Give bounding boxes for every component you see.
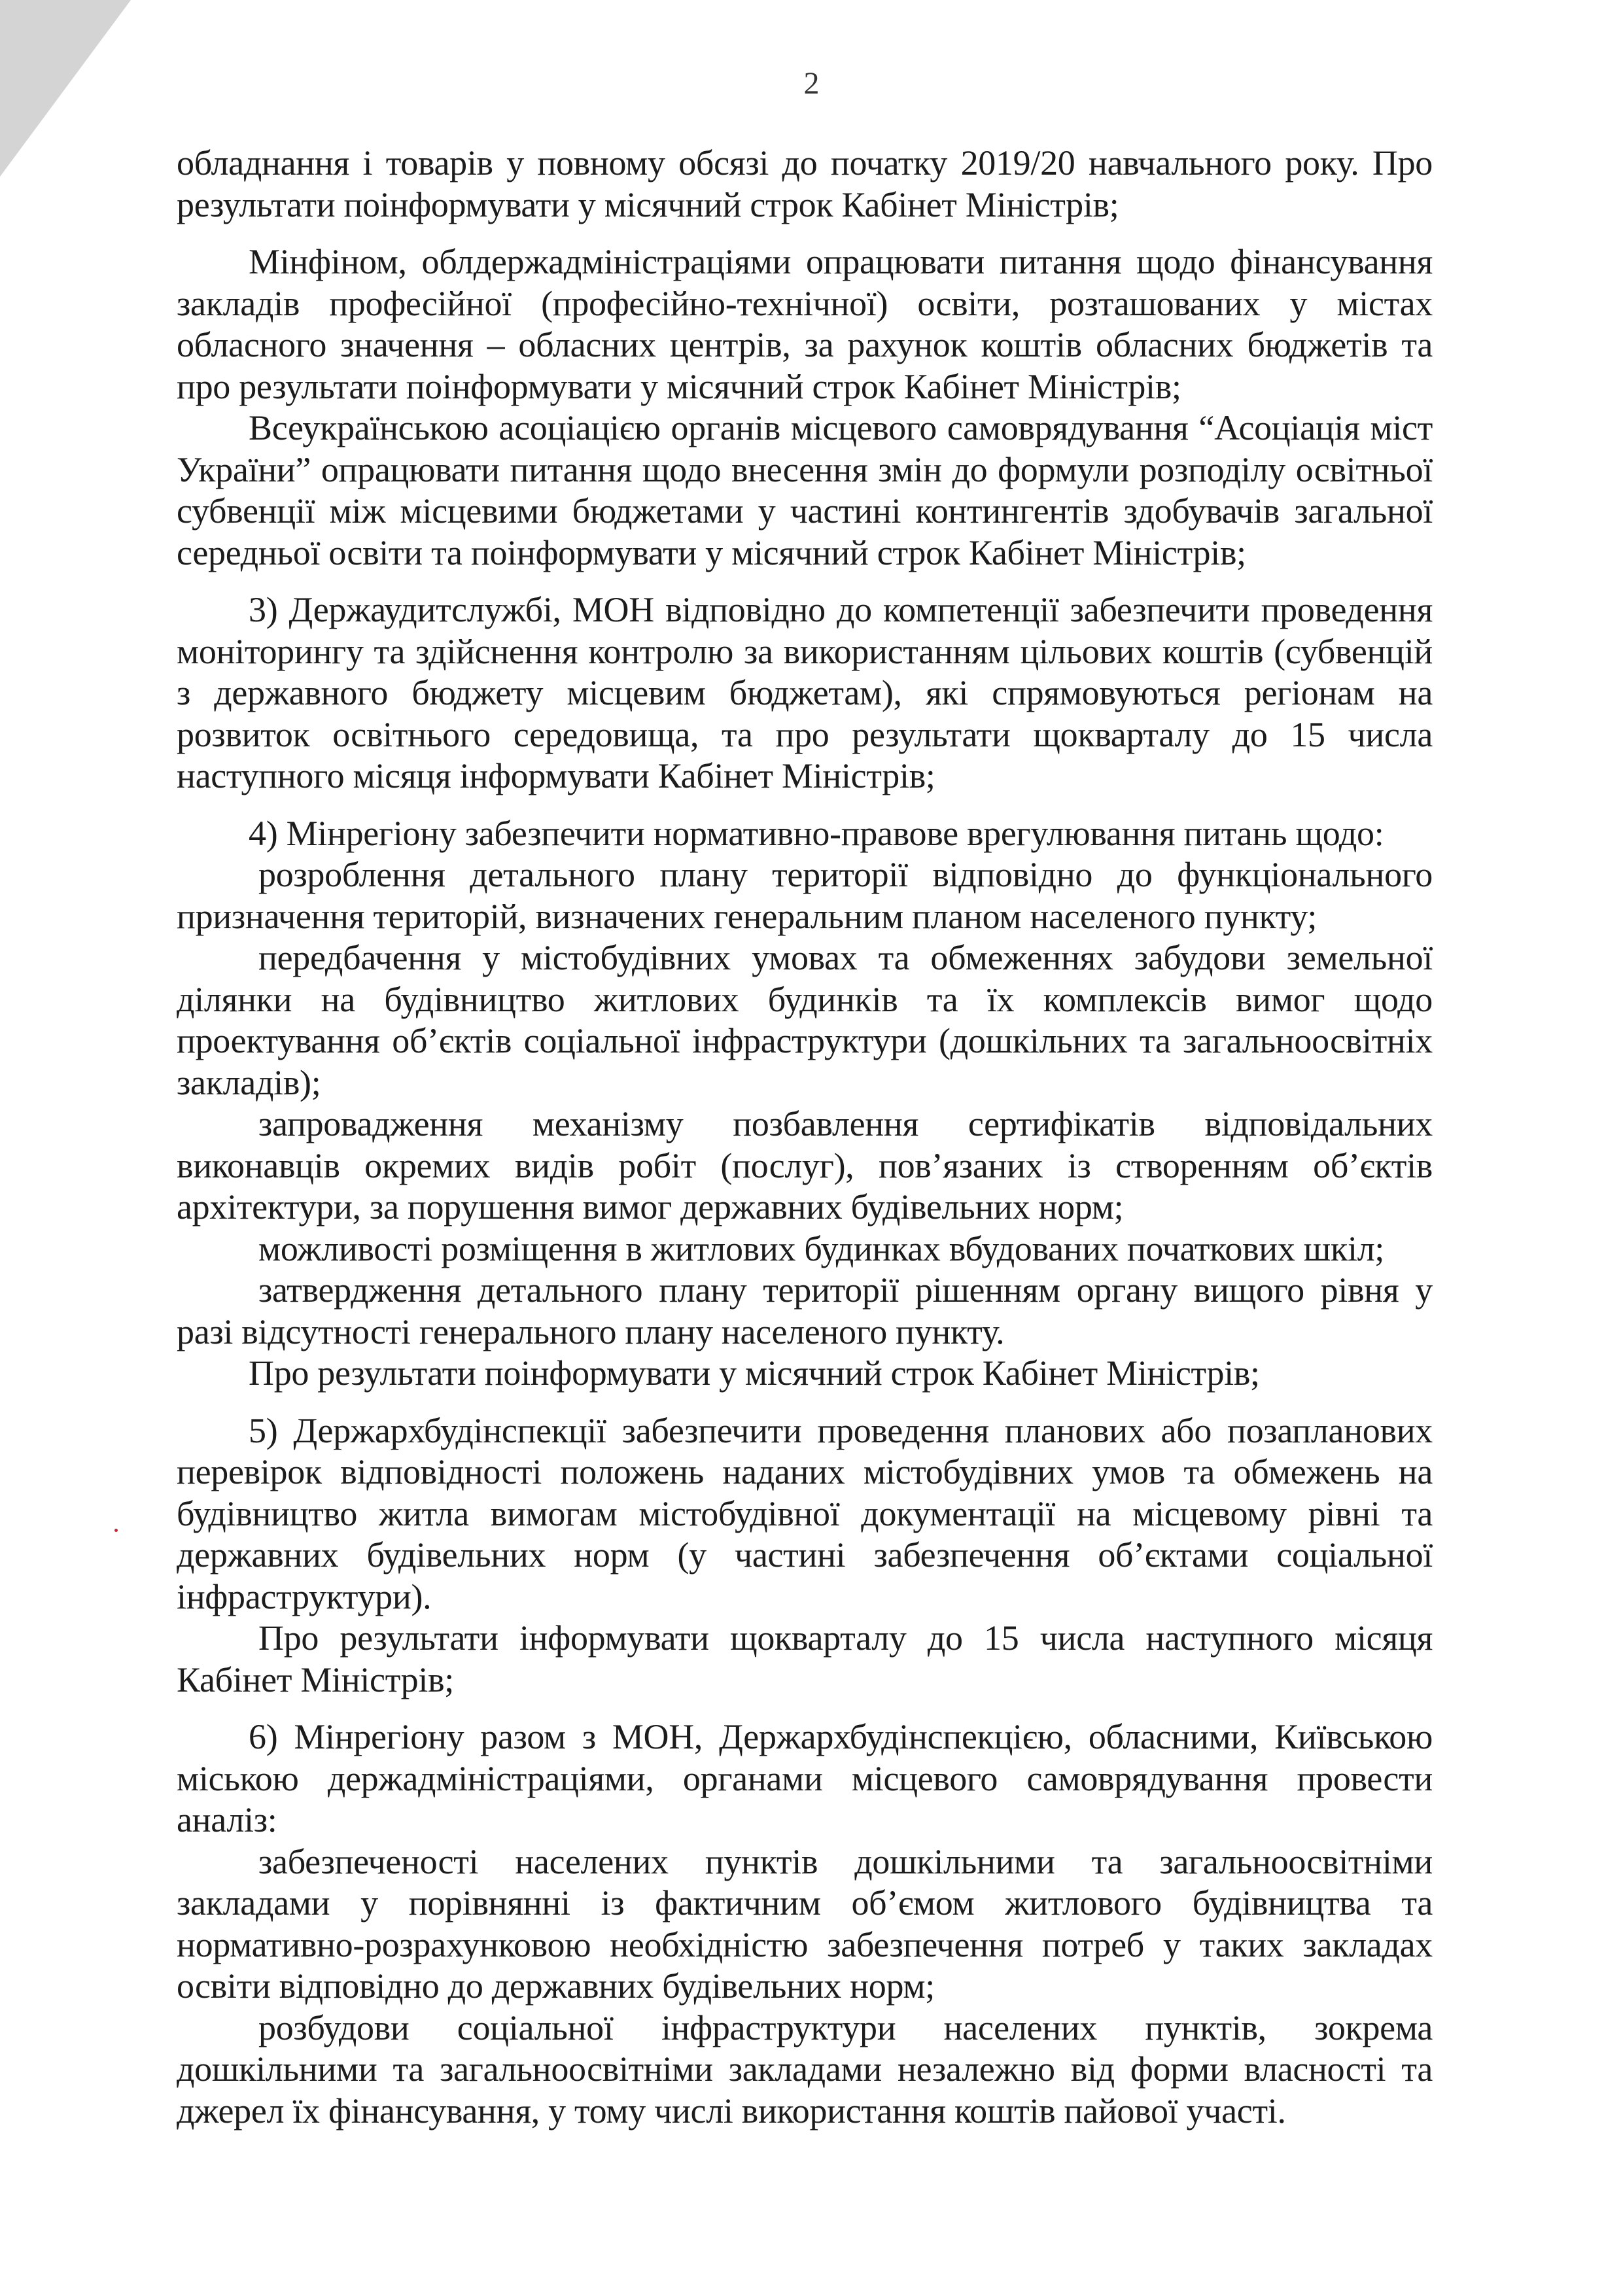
page-number: 2: [803, 66, 820, 101]
paragraph: запровадження механізму позбавлення сертифікатів відповідальних виконавців окремих видів робіт (послуг), пов’язаних із створенням об’єктів архітектури, за порушення вимог державних будівельних норм;: [177, 1104, 1433, 1226]
paragraph: Про результати інформувати щокварталу до 15 числа наступного місяця Кабінет Міністрів;: [177, 1618, 1433, 1699]
document-body: [177, 143, 1433, 2132]
paragraph: затвердження детального плану території рішенням органу вищого рівня у разі відсутності генерального плану населеного пункту.: [177, 1270, 1433, 1351]
paragraph: 4) Мінрегіону забезпечити нормативно-правове врегулювання питань щодо:: [249, 813, 1384, 853]
paragraph: 6) Мінрегіону разом з МОН, Держархбудінспекцією, обласними, Київською міською держадміністраціями, органами місцевого самоврядування провести аналіз:: [177, 1717, 1433, 1839]
paragraph: Про результати поінформувати у місячний строк Кабінет Міністрів;: [249, 1353, 1260, 1393]
paragraph: забезпеченості населених пунктів дошкільними та загальноосвітніми закладами у порівнянні із фактичним об’ємом житлового будівництва та нормативно-розрахунковою необхідністю забезпечення потреб у таких закладах освіти відповідно до державних будівельних норм;: [177, 1841, 1433, 2006]
scan-speck: [114, 1529, 118, 1532]
paragraph: можливості розміщення в житлових будинках вбудованих початкових шкіл;: [258, 1228, 1385, 1268]
paragraph: обладнання і товарів у повному обсязі до початку 2019/20 навчального року. Про результати поінформувати у місячний строк Кабінет Міністрів;: [177, 143, 1433, 224]
paragraph: 5) Держархбудінспекції забезпечити проведення планових або позапланових перевірок відповідності положень наданих містобудівних умов та обмежень на будівництво житла вимогам містобудівної документації на місцевому рівні та державних будівельних норм (у частині забезпечення об’єктами соціальної інфраструктури).: [177, 1410, 1433, 1616]
paragraph: розроблення детального плану території відповідно до функціонального призначення територій, визначених генеральним планом населеного пункту;: [177, 855, 1433, 936]
paragraph: Всеукраїнською асоціацією органів місцевого самоврядування “Асоціація міст України” опрацювати питання щодо внесення змін до формули розподілу освітньої субвенції між місцевими бюджетами у частині контингентів здобувачів загальної середньої освіти та поінформувати у місячний строк Кабінет Міністрів;: [177, 408, 1433, 572]
paragraph: Мінфіном, облдержадміністраціями опрацювати питання щодо фінансування закладів професійної (професійно-технічної) освіти, розташованих у містах обласного значення – обласних центрів, за рахунок коштів обласних бюджетів та про результати поінформувати у місячний строк Кабінет Міністрів;: [177, 242, 1433, 406]
paragraph: передбачення у містобудівних умовах та обмеженнях забудови земельної ділянки на будівництво житлових будинків та їх комплексів вимог щодо проектування об’єктів соціальної інфраструктури (дошкільних та загальноосвітніх закладів);: [177, 938, 1433, 1102]
paragraph: 3) Держаудитслужбі, МОН відповідно до компетенції забезпечити проведення моніторингу та здійснення контролю за використанням цільових коштів (субвенцій з державного бюджету місцевим бюджетам), які спрямовуються регіонам на розвиток освітнього середовища, та про результати щокварталу до 15 числа наступного місяця інформувати Кабінет Міністрів;: [177, 590, 1433, 795]
paragraph: розбудови соціальної інфраструктури населених пунктів, зокрема дошкільними та загальноосвітніми закладами незалежно від форми власності та джерел їх фінансування, у тому числі використання коштів пайової участі.: [177, 2008, 1433, 2131]
